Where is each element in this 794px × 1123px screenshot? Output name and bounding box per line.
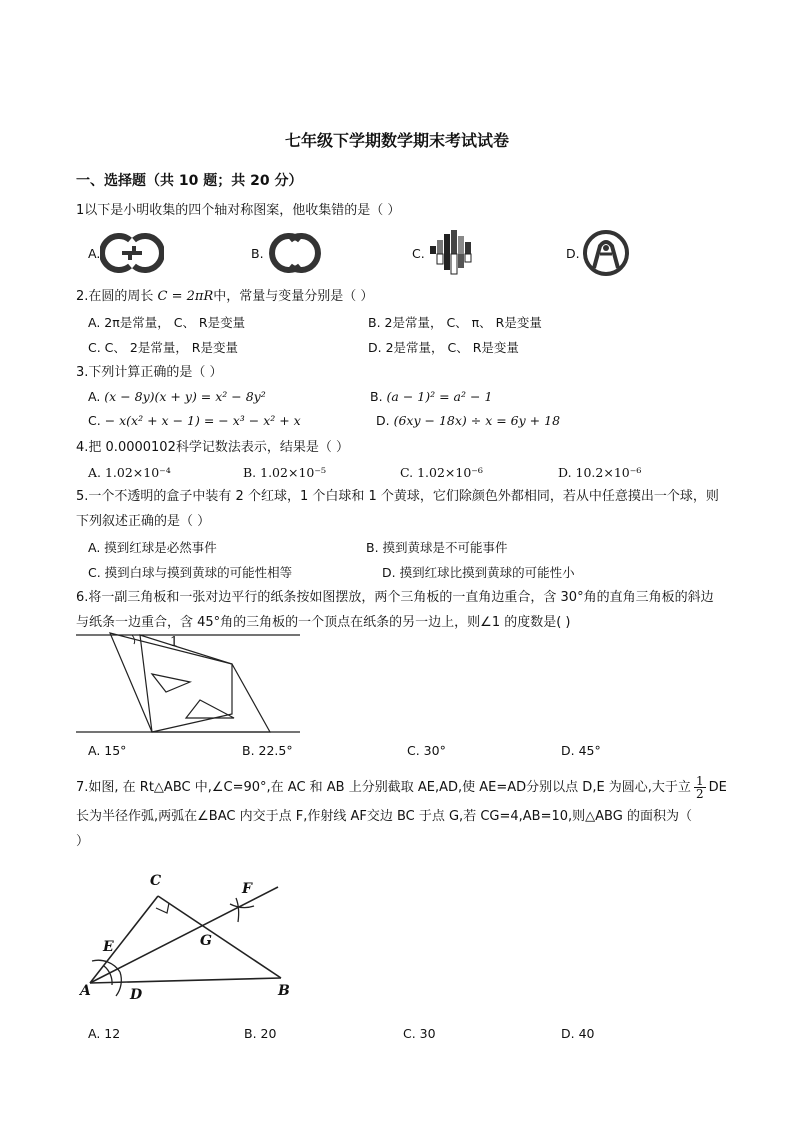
question-6-stem: 6.将一副三角板和一张对边平行的纸条按如图摆放，两个三角板的一直角边重合，含 30°角的直角三角板的斜边与纸条一边重合，含 45°角的三角板的一个顶点在纸条的另一边上，则∠1 的度数是( ) (76, 590, 714, 630)
question-3-stem: 3.下列计算正确的是（ ） (76, 365, 223, 380)
question-1-stem: 1以下是小明收集的四个轴对称图案，他收集错的是（ ） (76, 203, 401, 218)
q6-angle-label: 1 (170, 635, 179, 650)
q7-option-a: A. 12 (88, 1026, 121, 1041)
q7-label-c: C (150, 873, 162, 889)
q7-frac-den: 2 (695, 787, 704, 801)
question-4-stem: 4.把 0.0000102科学记数法表示，结果是（ ） (76, 440, 349, 455)
q1-option-c-label: C. (412, 246, 425, 261)
page-title: 七年级下学期数学期末考试试卷 (284, 131, 509, 150)
q5-option-d: D. 摸到红球比摸到黄球的可能性小 (382, 565, 575, 580)
q1-option-d-label: D. (566, 246, 580, 261)
q2-option-c: C. C、 2是常量， R是变量 (88, 340, 238, 355)
question-7-stem-line3: ） (76, 834, 90, 849)
question-5-stem: 5.一个不透明的盒子中装有 2 个红球，1 个白球和 1 个黄球，它们除颜色外都相同，若从中任意摸出一个球，则下列叙述正确的是（ ） (76, 489, 719, 529)
q5-option-b: B. 摸到黄球是不可能事件 (366, 540, 508, 555)
q7-stem-part2: DE (708, 780, 727, 795)
q3-option-d (376, 412, 560, 430)
q7-fraction-half (694, 775, 706, 800)
triangle-rulers-figure (74, 630, 306, 738)
q6-option-b: B. 22.5° (242, 743, 293, 758)
q5-option-c: C. 摸到白球与摸到黄球的可能性相等 (88, 565, 293, 580)
q7-label-f: F (242, 881, 252, 897)
q7-option-b: B. 20 (244, 1026, 277, 1041)
q2-option-b: B. 2是常量， C、 π、 R是变量 (368, 315, 542, 330)
q3-option-b (370, 388, 492, 406)
q7-label-g: G (200, 933, 212, 949)
q6-option-d: D. 45° (561, 743, 601, 758)
q3-option-a-formula: (x − 8y)(x + y) = x² − 8y² (104, 389, 266, 404)
gucci-logo-figure (100, 230, 164, 276)
q4-option-a: A. 1.02×10⁻⁴ (88, 465, 171, 480)
question-7-stem-line1 (76, 775, 727, 800)
q7-frac-num: 1 (695, 774, 704, 788)
q2-option-a: A. 2π是常量， C、 R是变量 (88, 315, 246, 330)
q4-option-b: B. 1.02×10⁻⁵ (243, 465, 326, 480)
q7-stem-part1: 7.如图, 在 Rt△ABC 中,∠C=90°,在 AC 和 AB 上分别截取 AE,AD,使 AE=AD分别以点 D,E 为圆心,大于立 (76, 780, 691, 795)
q2-stem-suffix: 中，常量与变量分别是（ ） (213, 289, 374, 304)
section-title: 一、选择题（共 10 题；共 20 分） (76, 173, 303, 189)
q3-option-c (88, 412, 301, 430)
bar-pattern-figure (428, 228, 476, 276)
q2-stem-prefix: 2.在圆的周长 (76, 289, 158, 304)
q4-option-c: C. 1.02×10⁻⁶ (400, 465, 483, 480)
q3-option-c-formula: − x(x² + x − 1) = − x³ − x² + x (104, 413, 301, 428)
q7-label-d: D (130, 987, 143, 1003)
q4-option-d: D. 10.2×10⁻⁶ (558, 465, 642, 480)
chanel-logo-figure (264, 230, 326, 276)
question-7-stem-line2: 长为半径作弧,两弧在∠BAC 内交于点 F,作射线 AF交边 BC 于点 G,若 CG=4,AB=10,则△ABG 的面积为（ (76, 809, 692, 824)
q2-option-d: D. 2是常量， C、 R是变量 (368, 340, 519, 355)
q1-option-b-label: B. (251, 246, 264, 261)
q7-label-b: B (278, 983, 290, 999)
q7-label-e: E (103, 939, 114, 955)
q7-label-a: A (80, 983, 91, 999)
q3-option-a-label: A. (88, 389, 101, 404)
q3-option-a (88, 388, 266, 406)
q6-option-a: A. 15° (88, 743, 127, 758)
q3-option-b-formula: (a − 1)² = a² − 1 (386, 389, 493, 404)
q3-option-d-formula: (6xy − 18x) ÷ x = 6y + 18 (393, 413, 561, 428)
q2-stem-formula: C = 2πR (157, 289, 214, 304)
q6-option-c: C. 30° (407, 743, 446, 758)
question-2-stem (76, 288, 373, 306)
q3-option-c-label: C. (88, 413, 101, 428)
q5-option-a: A. 摸到红球是必然事件 (88, 540, 217, 555)
q3-option-d-label: D. (376, 413, 390, 428)
emblem-logo-figure (580, 228, 632, 278)
q7-option-c: C. 30 (403, 1026, 436, 1041)
q1-option-a-label: A. (88, 246, 101, 261)
q3-option-b-label: B. (370, 389, 383, 404)
q7-option-d: D. 40 (561, 1026, 595, 1041)
